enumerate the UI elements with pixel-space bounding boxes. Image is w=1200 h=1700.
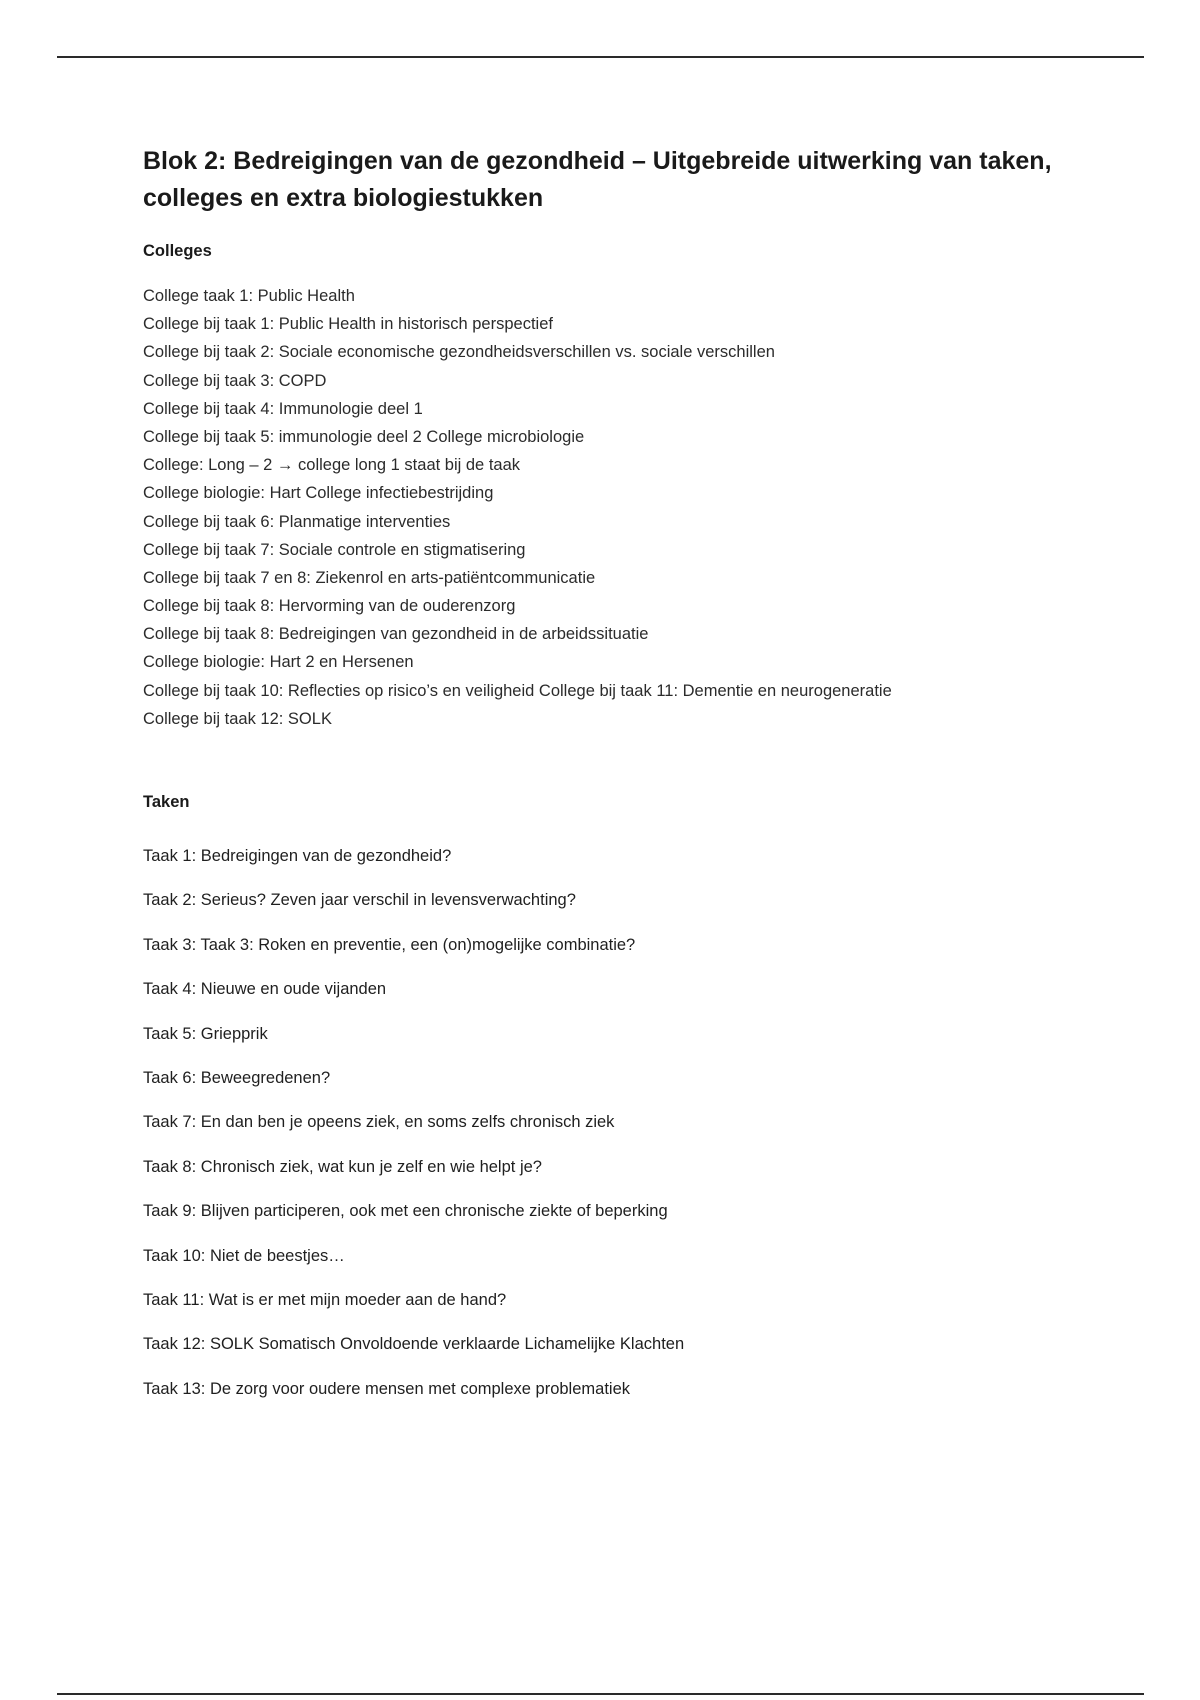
college-item: College bij taak 8: Hervorming van de ouderenzorg <box>143 597 516 616</box>
college-item: College bij taak 7 en 8: Ziekenrol en arts-patiëntcommunicatie <box>143 568 596 587</box>
taken-list <box>143 834 1103 1411</box>
top-divider <box>57 56 1144 58</box>
taak-item: Taak 2: Serieus? Zeven jaar verschil in levensverwachting? <box>143 891 576 910</box>
college-item: College bij taak 5: immunologie deel 2 College microbiologie <box>143 427 585 446</box>
colleges-heading: Colleges <box>143 242 212 260</box>
taak-item: Taak 7: En dan ben je opeens ziek, en soms zelfs chronisch ziek <box>143 1113 615 1132</box>
taken-heading: Taken <box>143 793 190 811</box>
taak-item: Taak 9: Blijven participeren, ook met een chronische ziekte of beperking <box>143 1202 668 1221</box>
college-item: College bij taak 4: Immunologie deel 1 <box>143 399 423 418</box>
taak-item: Taak 10: Niet de beestjes… <box>143 1246 345 1265</box>
college-item: College bij taak 1: Public Health in historisch perspectief <box>143 315 553 334</box>
college-item: College biologie: Hart 2 en Hersenen <box>143 653 414 672</box>
college-item: College: Long – 2 → college long 1 staat bij de taak <box>143 456 521 475</box>
document-body <box>143 143 1103 1411</box>
document-title: Blok 2: Bedreigingen van de gezondheid – Uitgebreide uitwerking van taken, colleges en extra biologiestukken <box>143 147 1052 212</box>
college-item: College bij taak 2: Sociale economische gezondheidsverschillen vs. sociale verschillen <box>143 343 775 362</box>
college-item: College bij taak 8: Bedreigingen van gezondheid in de arbeidssituatie <box>143 625 649 644</box>
college-item: College bij taak 6: Planmatige interventies <box>143 512 451 531</box>
college-item: College bij taak 3: COPD <box>143 371 327 390</box>
taak-item: Taak 4: Nieuwe en oude vijanden <box>143 980 387 999</box>
bottom-divider <box>57 1693 1144 1695</box>
colleges-list <box>143 282 1103 733</box>
taak-item: Taak 3: Taak 3: Roken en preventie, een (on)mogelijke combinatie? <box>143 935 636 954</box>
taak-item: Taak 11: Wat is er met mijn moeder aan de hand? <box>143 1290 507 1309</box>
college-item: College bij taak 10: Reflecties op risico’s en veiligheid College bij taak 11: Dementie en neurogeneratie <box>143 681 892 700</box>
college-item: College bij taak 7: Sociale controle en stigmatisering <box>143 540 526 559</box>
taak-item: Taak 1: Bedreigingen van de gezondheid? <box>143 847 452 865</box>
college-item: College biologie: Hart College infectiebestrijding <box>143 484 494 503</box>
taak-item: Taak 12: SOLK Somatisch Onvoldoende verklaarde Lichamelijke Klachten <box>143 1335 685 1354</box>
taak-item: Taak 5: Griepprik <box>143 1024 268 1043</box>
college-item: College bij taak 12: SOLK <box>143 709 332 728</box>
taak-item: Taak 13: De zorg voor oudere mensen met complexe problematiek <box>143 1379 630 1398</box>
college-item: College taak 1: Public Health <box>143 287 355 305</box>
taak-item: Taak 8: Chronisch ziek, wat kun je zelf en wie helpt je? <box>143 1157 542 1176</box>
taak-item: Taak 6: Beweegredenen? <box>143 1068 331 1087</box>
